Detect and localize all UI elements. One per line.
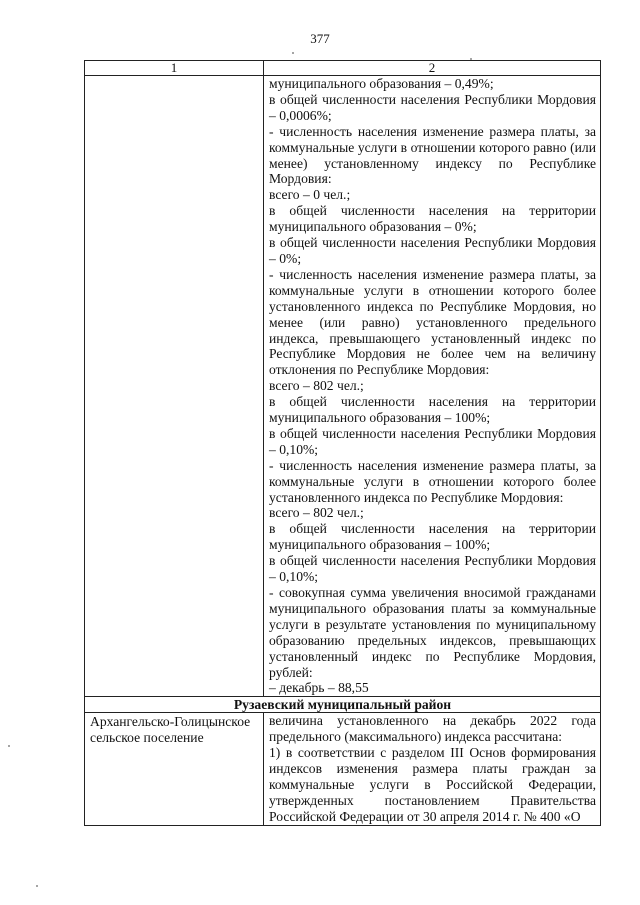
scan-speck: [8, 745, 10, 747]
empty-name-cell: [85, 76, 264, 697]
paragraph: в общей численности населения Республики Мордовия – 0,0006%;: [269, 91, 596, 123]
scan-speck: [292, 52, 294, 54]
section-row: [85, 697, 601, 713]
paragraph: всего – 0 чел.;: [269, 187, 351, 203]
scan-speck: [470, 58, 472, 60]
paragraph: всего – 802 чел.;: [269, 378, 364, 394]
paragraph: муниципального образования – 0,49%;: [269, 76, 494, 91]
paragraph: – декабрь – 88,55: [269, 680, 369, 696]
paragraph: - совокупная сумма увеличения вносимой гражданами муниципального образования платы за коммунальные услуги в результате установления по муниципальному образованию предельных индексов, превышающих установленный индекс по Республике Мордовия, рублей:: [269, 585, 596, 680]
paragraph: всего – 802 чел.;: [269, 505, 364, 521]
paragraph: в общей численности населения Республики Мордовия – 0,10%;: [269, 553, 596, 585]
paragraph: 1) в соответствии с разделом III Основ формирования индексов изменения размера платы граждан за коммунальные услуги в Российской Федерации, утвержденных постановлением Правительства Российской Федерации от 30 апреля 2014 г. № 400 «О: [269, 745, 596, 824]
paragraph: в общей численности населения на территории муниципального образования – 0%;: [269, 203, 596, 235]
paragraph: - численность населения изменение размера платы, за коммунальные услуги в отношении которого более установленного индекса по Республике Мордовия, но менее (или равно) установленного предельного индекса, превышающего установленный индекс по Республике Мордовия не более чем на величину отклонения по Республике Мордовия:: [269, 266, 596, 378]
section-title: Рузаевский муниципальный район: [85, 697, 601, 713]
paragraph: величина установленного на декабрь 2022 года предельного (максимального) индекса рассчитана:: [269, 713, 596, 745]
continuation-content-cell: [264, 76, 601, 697]
paragraph: - численность населения изменение размера платы, за коммунальные услуги в отношении которого более установленного индекса по Республике Мордовия:: [269, 457, 596, 505]
paragraph: в общей численности населения Республики Мордовия – 0,10%;: [269, 425, 596, 457]
entity-content-cell: [264, 713, 601, 825]
entity-row: [85, 713, 601, 825]
table-header-row: [85, 61, 601, 76]
column-header-2: 2: [264, 61, 601, 76]
scan-speck: [36, 885, 38, 887]
document-table: [84, 60, 601, 826]
paragraph: в общей численности населения на территории муниципального образования – 100%;: [269, 521, 596, 553]
entity-name-cell: Архангельско-Голицынское сельское поселение: [85, 713, 264, 825]
paragraph: в общей численности населения Республики Мордовия – 0%;: [269, 235, 596, 266]
column-header-1: 1: [85, 61, 264, 76]
paragraph: в общей численности населения на территории муниципального образования – 100%;: [269, 394, 596, 426]
paragraph: - численность населения изменение размера платы, за коммунальные услуги в отношении которого равно (или менее) установленному индексу по Республике Мордовия:: [269, 123, 596, 187]
continuation-row: [85, 76, 601, 697]
page-number: 377: [310, 31, 330, 46]
